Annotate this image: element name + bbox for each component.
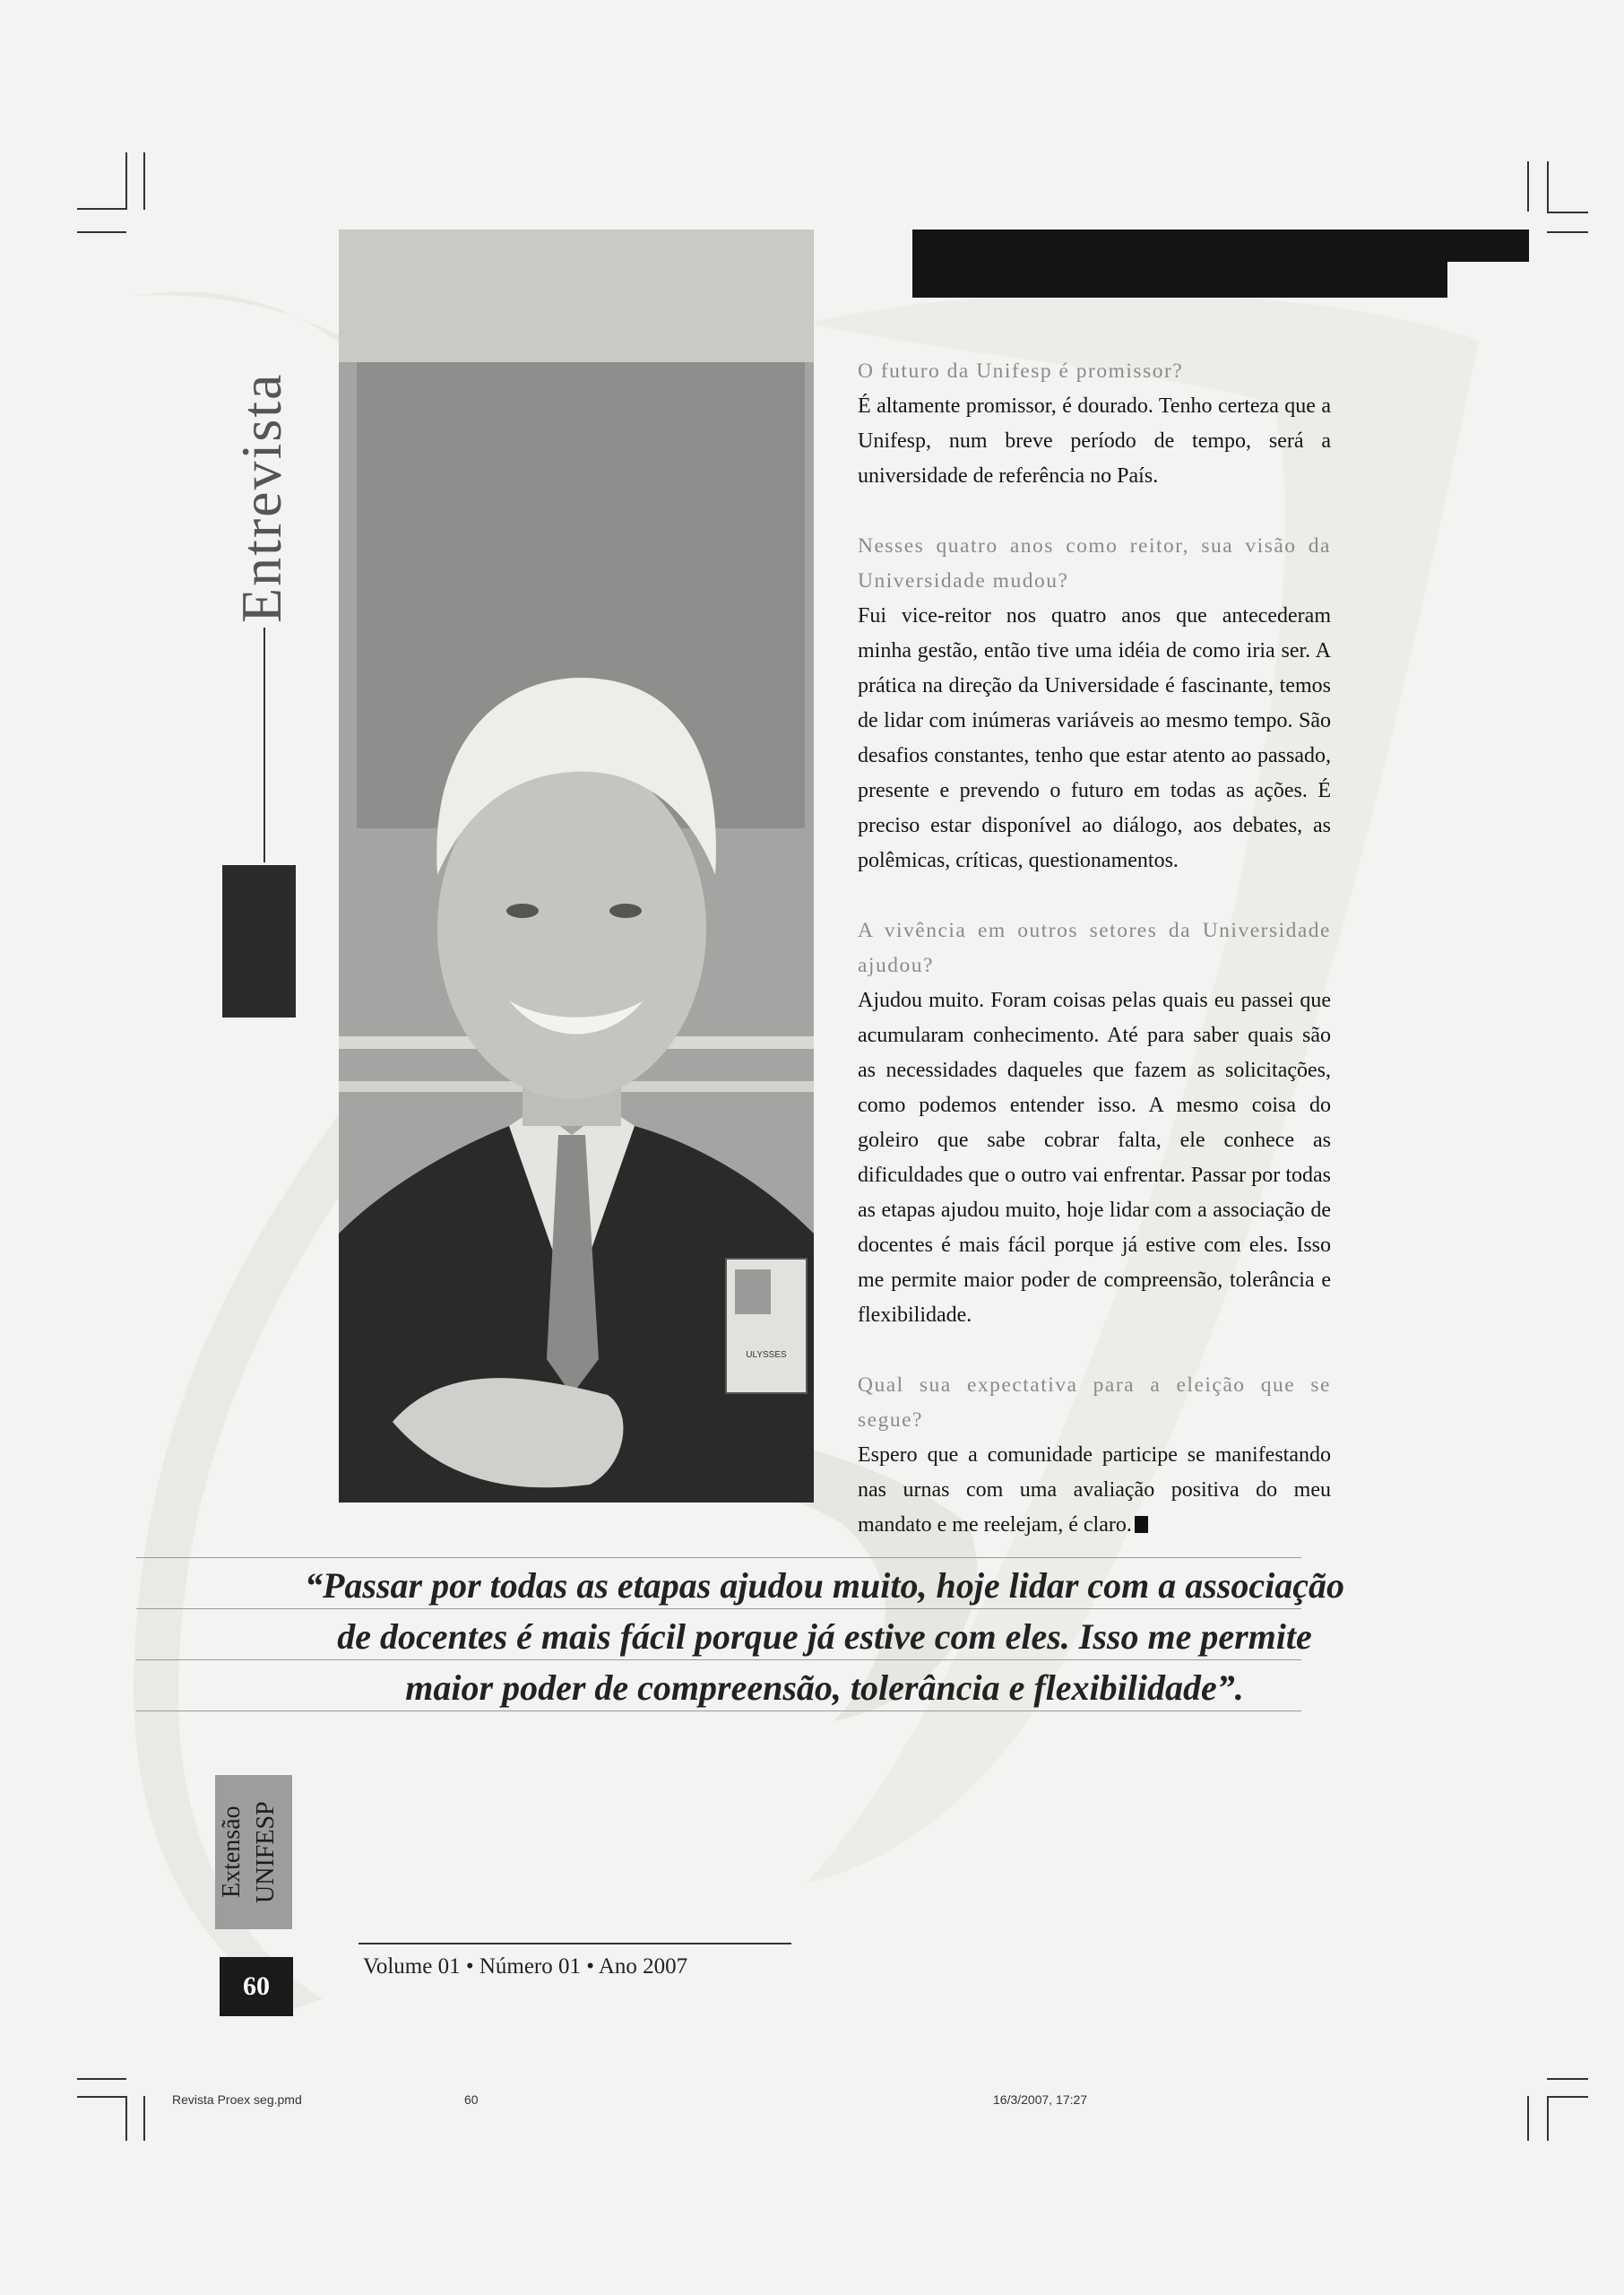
crop-mark xyxy=(77,2078,126,2080)
brand-line: UNIFESP xyxy=(252,1801,280,1903)
question-text: O futuro da Unifesp é promissor? xyxy=(858,359,1184,383)
crop-mark xyxy=(125,2096,127,2141)
crop-mark xyxy=(125,152,127,210)
issue-info: Volume 01 • Número 01 • Ano 2007 xyxy=(363,1954,688,1979)
page-number: 60 xyxy=(220,1957,293,2016)
crop-mark xyxy=(77,231,126,233)
crop-mark xyxy=(1547,2078,1588,2080)
crop-mark xyxy=(77,2096,126,2098)
slug-page: 60 xyxy=(464,2092,479,2107)
slug-file: Revista Proex seg.pmd xyxy=(172,2092,302,2107)
crop-mark xyxy=(1527,161,1529,212)
footer-rule xyxy=(358,1943,791,1944)
crop-mark xyxy=(143,152,145,210)
answer-text: Ajudou muito. Foram coisas pelas quais eu passei que acumularam conhecimento. Até para saber quais são as necessidades daqueles que fazem as solicitações, como podemos entender isso. A mesmo coisa do goleiro que sabe cobrar falta, ele conhece as dificuldades que o outro vai enfrentar. Passar por todas as etapas ajudou muito, hoje lidar com a associação de docentes é mais fácil porque já estive com eles. Isso me permite maior poder de compreensão, tolerância e flexibilidade. xyxy=(858,989,1331,1327)
section-label: Entrevista xyxy=(229,372,293,623)
answer-text: Fui vice-reitor nos quatro anos que antecederam minha gestão, então tive uma idéia de como iria ser. A prática na direção da Universidade é fascinante, temos de lidar com inúmeras variáveis ao mesmo tempo. São desafios constantes, tenho que estar atento ao passado, presente e prevendo o futuro em todas as ações. É preciso estar disponível ao diálogo, aos debates, as polêmicas, críticas, questionamentos. xyxy=(858,604,1331,872)
crop-mark xyxy=(1547,2096,1549,2141)
interview-article xyxy=(858,354,1331,1543)
badge-text: ULYSSES xyxy=(746,1350,787,1360)
brand-name xyxy=(215,1775,292,1929)
slug-timestamp: 16/3/2007, 17:27 xyxy=(993,2092,1088,2107)
final-answer xyxy=(858,1438,1331,1543)
answer-text: Espero que a comunidade participe se manifestando nas urnas com uma avaliação positiva do meu mandato e me reelejam, é claro. xyxy=(858,1443,1331,1537)
crop-mark xyxy=(1527,2096,1529,2141)
crop-mark xyxy=(1547,212,1588,213)
header-bar xyxy=(912,230,1529,298)
header-bar-notch xyxy=(1447,262,1529,298)
question-text: Nesses quatro anos como reitor, sua visão da Universidade mudou? xyxy=(858,534,1331,593)
section-block xyxy=(222,865,296,1018)
quote-rule xyxy=(136,1557,1301,1558)
crop-mark xyxy=(1547,161,1549,212)
photo-illustration xyxy=(339,230,814,1503)
answer-text: É altamente promissor, é dourado. Tenho certeza que a Unifesp, num breve período de tempo, será a universidade de referência no País. xyxy=(858,394,1331,488)
crop-mark xyxy=(143,2096,145,2141)
crop-mark xyxy=(1547,231,1588,233)
question-text: A vivência em outros setores da Universidade ajudou? xyxy=(858,919,1331,977)
pull-quote: “Passar por todas as etapas ajudou muito, hoje lidar com a associação de docentes é mais fácil porque já estive com eles. Isso me permite maior poder de compreensão, tolerância e flexibilidade”. xyxy=(304,1565,1345,1708)
section-divider xyxy=(263,628,265,862)
crop-mark xyxy=(77,208,126,210)
crop-mark xyxy=(1547,2096,1588,2098)
end-of-article-mark xyxy=(1135,1516,1148,1533)
question-text: Qual sua expectativa para a eleição que se segue? xyxy=(858,1373,1331,1432)
interviewee-photo xyxy=(339,230,814,1503)
brand-line: Extensão xyxy=(218,1806,246,1899)
